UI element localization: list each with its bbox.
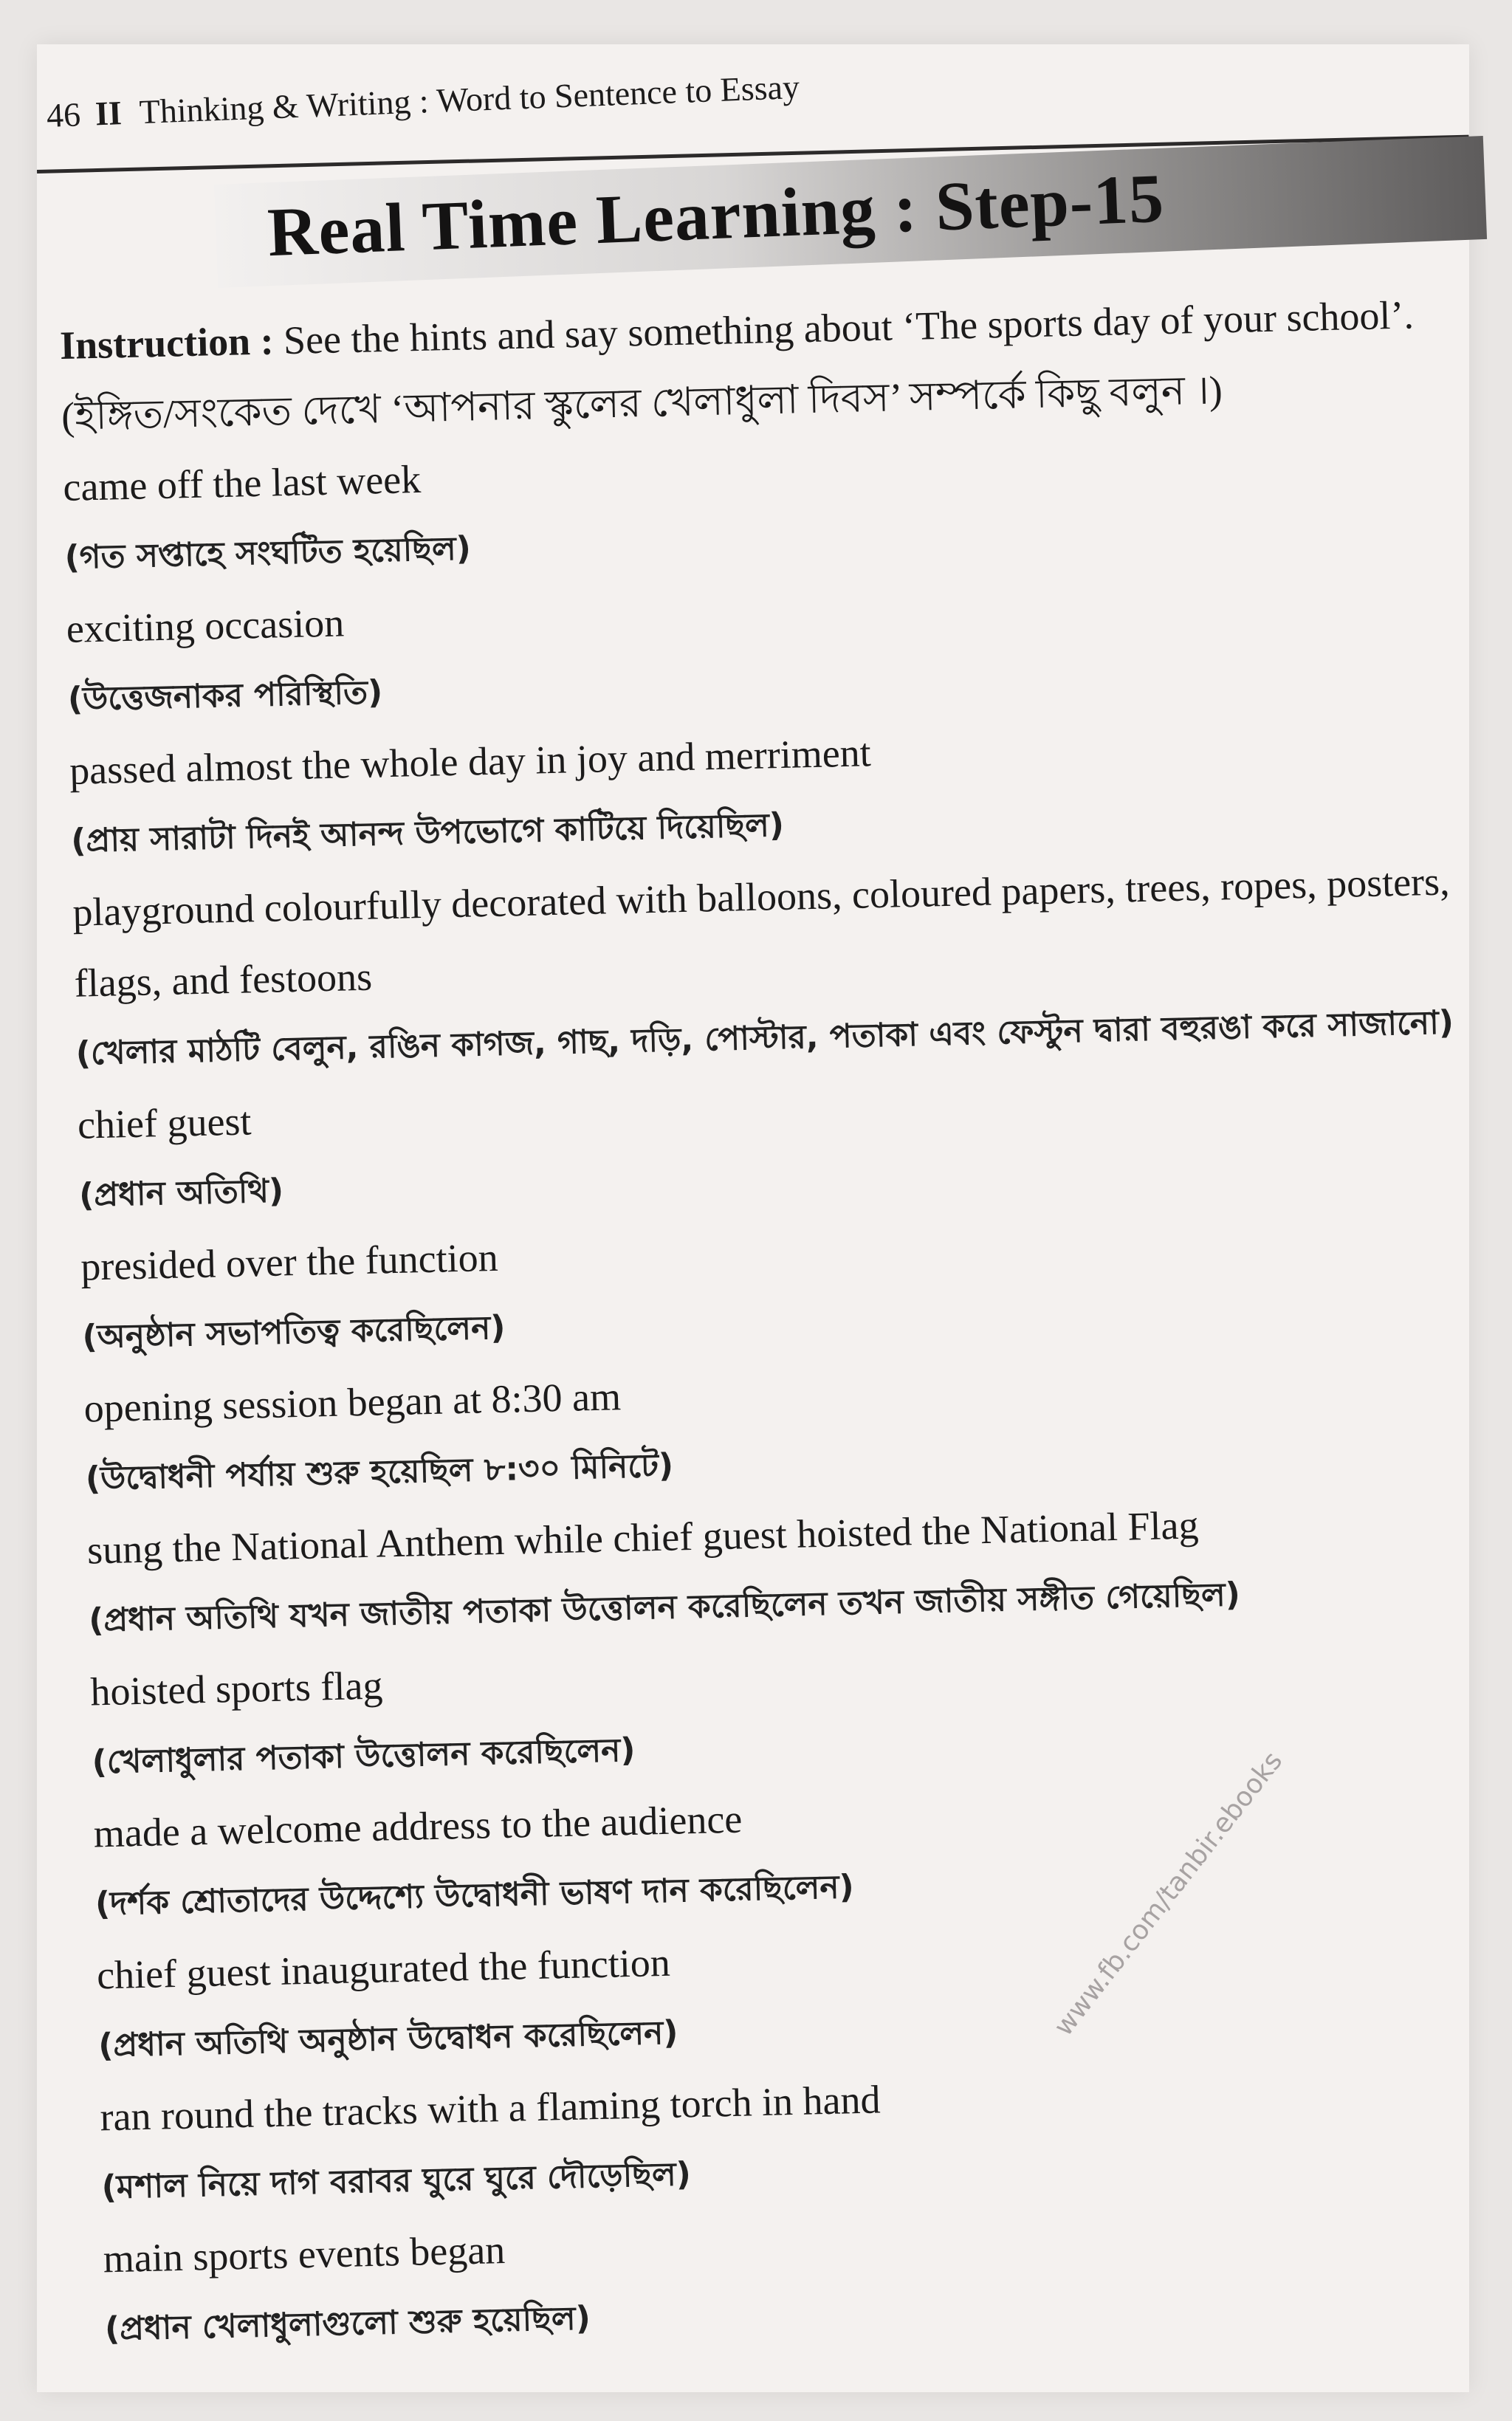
- hint-bangla: (দর্শক শ্রোতাদের উদ্দেশ্যে উদ্বোধনী ভাষণ দান করেছিলেন): [94, 1868, 855, 1923]
- hint-english: playground colourfully decorated with balloons, coloured papers, trees, ropes, posters, flags, and festoons: [72, 859, 1451, 1006]
- page-number: 46: [46, 95, 81, 134]
- section-title: Real Time Learning : Step-15: [266, 159, 1166, 272]
- instruction-text: See the hints and say something about ‘The sports day of your school’. (ইঙ্গিত/সংকেত দেখে ‘আপনার স্কুলের খেলাধুলা দিবস’ সম্পর্কে কিছু বলুন ।): [61, 292, 1415, 439]
- hint-english: presided over the function: [80, 1234, 499, 1289]
- hint-english: made a welcome address to the audience: [93, 1796, 743, 1856]
- watermark-text: www.fb.com/tanbir.ebooks: [1048, 1745, 1289, 2042]
- hint-bangla: (খেলাধুলার পতাকা উত্তোলন করেছিলেন): [92, 1731, 636, 1782]
- hint-english: came off the last week: [62, 456, 422, 509]
- book-page: [37, 44, 1469, 2392]
- hint-english: exciting occasion: [66, 600, 345, 651]
- hint-item: [72, 845, 1471, 1090]
- hint-bangla: (উত্তেজনাকর পরিস্থিতি): [67, 673, 383, 718]
- hint-bangla: (গত সপ্তাহে সংঘটিত হয়েছিল): [64, 529, 472, 577]
- page-content: [59, 278, 1501, 2365]
- hint-bangla: (প্রধান অতিথি অনুষ্ঠান উদ্বোধন করেছিলেন): [97, 2013, 679, 2065]
- hint-bangla: (প্রধান খেলাধুলাগুলো শুরু হয়েছিল): [104, 2299, 591, 2349]
- book-title: Thinking & Writing : Word to Sentence to Essay: [138, 67, 800, 131]
- hint-list: [62, 420, 1500, 2365]
- header-separator: II: [94, 94, 123, 133]
- hint-bangla: (প্রধান অতিথি): [78, 1172, 284, 1215]
- hint-bangla: (প্রধান অতিথি যখন জাতীয় পতাকা উত্তোলন করেছিলেন তখন জাতীয় সঙ্গীত গেয়েছিল): [88, 1576, 1241, 1640]
- hint-english: sung the National Anthem while chief guest hoisted the National Flag: [86, 1503, 1200, 1573]
- running-header: [46, 43, 1434, 135]
- hint-english: opening session began at 8:30 am: [83, 1374, 622, 1431]
- instruction-label: Instruction :: [59, 318, 275, 368]
- hint-english: passed almost the whole day in joy and merriment: [69, 730, 872, 793]
- hint-english: ran round the tracks with a flaming torch in hand: [99, 2077, 882, 2140]
- hint-english: hoisted sports flag: [89, 1663, 384, 1714]
- hint-bangla: (খেলার মাঠটি বেলুন, রঙিন কাগজ, গাছ, দড়ি, পোস্টার, পতাকা এবং ফেস্টুন দ্বারা বহুরঙা করে সাজানো): [75, 1003, 1454, 1073]
- hint-english: main sports events began: [103, 2227, 506, 2281]
- hint-bangla: (প্রায় সারাটা দিনই আনন্দ উপভোগে কাটিয়ে দিয়েছিল): [70, 806, 785, 860]
- hint-bangla: (উদ্বোধনী পর্যায় শুরু হয়েছিল ৮:৩০ মিনিটে): [85, 1446, 674, 1498]
- hint-bangla: (অনুষ্ঠান সভাপতিত্ব করেছিলেন): [81, 1308, 506, 1356]
- hint-english: chief guest: [77, 1099, 252, 1147]
- hint-bangla: (মশাল নিয়ে দাগ বরাবর ঘুরে ঘুরে দৌড়েছিল): [101, 2155, 692, 2207]
- hint-english: chief guest inaugurated the function: [96, 1940, 671, 1998]
- section-banner: [214, 136, 1487, 288]
